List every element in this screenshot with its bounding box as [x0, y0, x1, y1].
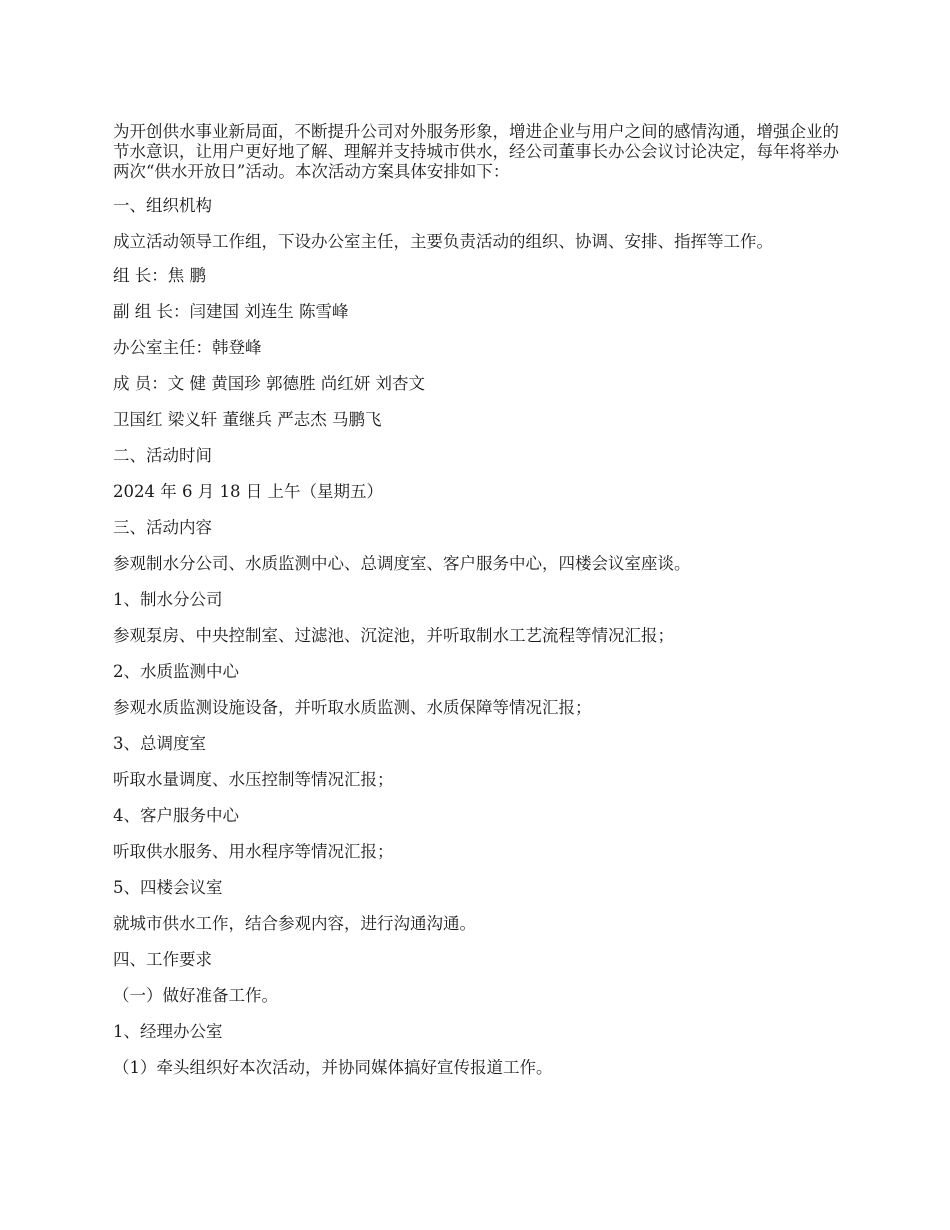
item-text-customer-service: 听取供水服务、用水程序等情况汇报； — [113, 842, 394, 861]
item-heading-water-quality: 2、水质监测中心 — [113, 662, 239, 681]
section-heading-content: 三、活动内容 — [113, 518, 212, 537]
item-text-water-production: 参观泵房、中央控制室、过滤池、沉淀池，并听取制水工艺流程等情况汇报； — [113, 626, 674, 645]
office-director-line: 办公室主任：韩登峰 — [113, 338, 262, 357]
organization-description: 成立活动领导工作组，下设办公室主任，主要负责活动的组织、协调、安排、指挥等工作。 — [113, 232, 773, 251]
members-line-2: 卫国红 梁义轩 董继兵 严志杰 马鹏飞 — [113, 410, 382, 429]
item-text-dispatch: 听取水量调度、水压控制等情况汇报； — [113, 770, 394, 789]
document-body — [113, 122, 843, 1094]
item-text-meeting-room: 就城市供水工作，结合参观内容，进行沟通沟通。 — [113, 914, 476, 933]
members-line-1: 成 员：文 健 黄国珍 郭德胜 尚红妍 刘杏文 — [113, 374, 425, 393]
deputy-leader-line: 副 组 长：闫建国 刘连生 陈雪峰 — [113, 302, 349, 321]
item-heading-meeting-room: 5、四楼会议室 — [113, 878, 223, 897]
section-heading-time: 二、活动时间 — [113, 446, 212, 465]
item-heading-manager-office: 1、经理办公室 — [113, 1022, 223, 1041]
intro-paragraph: 为开创供水事业新局面，不断提升公司对外服务形象，增进企业与用户之间的感情沟通，增强企业的节水意识，让用户更好地了解、理解并支持城市供水，经公司董事长办公会议讨论决定，每年将举办两次“供水开放日”活动。本次活动方案具体安排如下： — [113, 122, 839, 181]
item-text-water-quality: 参观水质监测设施设备，并听取水质监测、水质保障等情况汇报； — [113, 698, 592, 717]
item-heading-customer-service: 4、客户服务中心 — [113, 806, 239, 825]
item-text-manager-office-1: （1）牵头组织好本次活动，并协同媒体搞好宣传报道工作。 — [113, 1058, 553, 1077]
activity-date: 2024 年 6 月 18 日 上午（星期五） — [113, 482, 383, 501]
item-heading-water-production: 1、制水分公司 — [113, 590, 223, 609]
item-heading-dispatch: 3、总调度室 — [113, 734, 206, 753]
content-overview: 参观制水分公司、水质监测中心、总调度室、客户服务中心，四楼会议室座谈。 — [113, 554, 691, 573]
section-heading-organization: 一、组织机构 — [113, 196, 212, 215]
section-heading-requirements: 四、工作要求 — [113, 950, 212, 969]
team-leader-line: 组 长：焦 鹏 — [113, 266, 206, 285]
subsection-heading-preparation: （一）做好准备工作。 — [113, 986, 278, 1005]
